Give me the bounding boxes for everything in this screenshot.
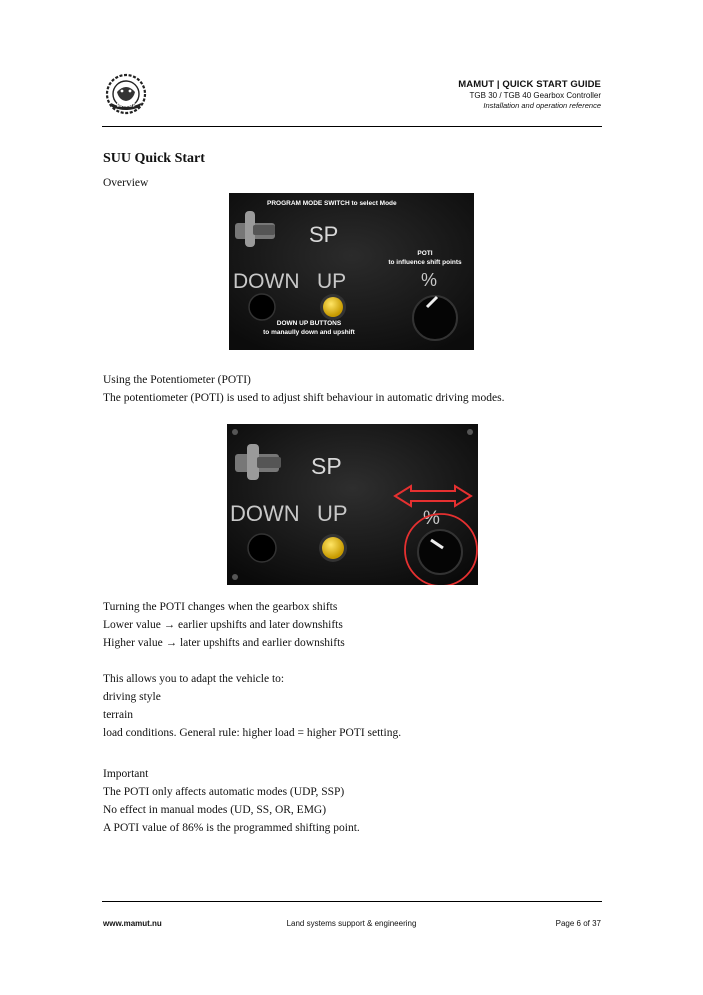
important-line-3: A POTI value of 86% is the programmed shifting point.: [103, 822, 360, 834]
effects-line-2: Lower value → earlier upshifts and later downshifts: [103, 619, 343, 631]
svg-text:%: %: [421, 270, 438, 290]
svg-text:UP: UP: [317, 270, 347, 293]
poti-adjustment-photo: [227, 424, 478, 585]
header-title: MAMUT | QUICK START GUIDE: [458, 79, 601, 90]
svg-text:%: %: [423, 508, 440, 529]
important-line-1: The POTI only affects automatic modes (UDP, SSP): [103, 786, 345, 798]
footer-page-number: Page 6 of 37: [555, 919, 601, 928]
header-subtitle: TGB 30 / TGB 40 Gearbox Controller: [469, 91, 601, 100]
effects-line-3: Higher value → later upshifts and earlier downshifts: [103, 637, 345, 649]
svg-text:MAMUT: MAMUT: [116, 103, 136, 109]
footer-tagline: Land systems support & engineering: [286, 919, 417, 928]
svg-text:POTI: POTI: [417, 250, 433, 257]
control-panel-photo-annotated: [229, 193, 474, 350]
document-header: [458, 79, 601, 110]
svg-text:to influence shift points: to influence shift points: [388, 259, 462, 266]
adapt-item-load: load conditions. General rule: higher load = higher POTI setting.: [103, 727, 402, 739]
svg-text:UP: UP: [317, 501, 348, 526]
svg-text:to manaully down and upshift: to manaully down and upshift: [263, 329, 355, 336]
poti-heading: Using the Potentiometer (POTI): [103, 374, 251, 386]
poti-intro: The potentiometer (POTI) is used to adjust shift behaviour in automatic driving modes.: [103, 392, 505, 404]
svg-text:DOWN: DOWN: [230, 501, 300, 526]
svg-text:DOWN UP BUTTONS: DOWN UP BUTTONS: [276, 320, 342, 327]
overview-label: Overview: [103, 177, 149, 189]
svg-text:DOWN: DOWN: [233, 270, 300, 293]
footer-website: www.mamut.nu: [103, 919, 162, 928]
svg-text:SP: SP: [309, 222, 339, 247]
section-title: SUU Quick Start: [103, 151, 205, 166]
important-line-2: No effect in manual modes (UD, SS, OR, EMG): [103, 804, 327, 816]
adapt-intro: This allows you to adapt the vehicle to:: [103, 673, 285, 685]
header-reference: Installation and operation reference: [483, 101, 601, 110]
adapt-item-driving-style: driving style: [103, 691, 161, 703]
header-divider: [102, 126, 602, 127]
mamut-logo: [102, 72, 150, 116]
svg-text:SP: SP: [311, 453, 342, 479]
important-heading: Important: [103, 768, 149, 780]
adapt-item-terrain: terrain: [103, 709, 134, 721]
footer-divider: [102, 901, 602, 902]
svg-text:PROGRAM MODE SWITCH to select: PROGRAM MODE SWITCH to select Mode: [267, 200, 397, 207]
effects-line-1: Turning the POTI changes when the gearbox shifts: [103, 601, 338, 613]
